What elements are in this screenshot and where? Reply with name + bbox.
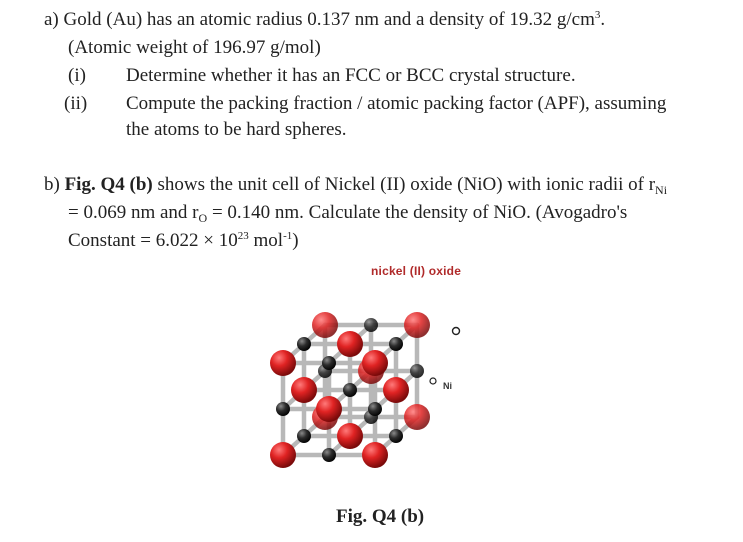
oxygen-atom: [404, 312, 430, 338]
part-a-text: Gold (Au) has an atomic radius 0.137 nm and a density of 19.32 g/cm: [63, 9, 595, 30]
exponent-minus1: -1: [283, 230, 293, 242]
nickel-atom: [368, 402, 382, 416]
nickel-atom: [389, 429, 403, 443]
oxygen-atom: [270, 442, 296, 468]
nickel-atom: [343, 383, 357, 397]
subscript-o: O: [198, 211, 208, 225]
oxygen-atom: [362, 350, 388, 376]
legend-markers: [430, 328, 460, 392]
part-a-label: a): [44, 9, 59, 30]
nickel-atom: [322, 448, 336, 462]
oxygen-atom: [337, 331, 363, 357]
part-b-text1: shows the unit cell of Nickel (II) oxide (NiO) with ionic radii of r: [157, 174, 656, 195]
nickel-atom: [364, 318, 378, 332]
subscript-ni: Ni: [655, 183, 668, 197]
oxygen-atom: [291, 377, 317, 403]
nickel-atom: [297, 429, 311, 443]
oxygen-atom: [312, 312, 338, 338]
oxygen-legend-marker: [453, 328, 460, 335]
figure-title: nickel (II) oxide: [371, 264, 462, 278]
nickel-atom: [276, 402, 290, 416]
item-i-num: (i): [68, 65, 86, 86]
nickel-legend-label: Ni: [443, 381, 452, 391]
nickel-atom: [410, 364, 424, 378]
closing-paren: ): [292, 230, 299, 251]
item-ii-text2: the atoms to be hard spheres.: [126, 119, 347, 140]
unit-exponent: 3: [594, 9, 601, 21]
oxygen-atom: [316, 396, 342, 422]
oxygen-atom: [404, 404, 430, 430]
figure-caption: Fig. Q4 (b): [336, 506, 425, 527]
exponent-23: 23: [237, 230, 249, 242]
part-a-line2: (Atomic weight of 196.97 g/mol): [68, 37, 321, 58]
nickel-legend-marker: [430, 378, 436, 384]
oxygen-atom: [362, 442, 388, 468]
part-b-text2a: = 0.069 nm and r: [68, 202, 199, 223]
period: .: [600, 9, 606, 30]
nickel-atom: [322, 356, 336, 370]
item-ii-text: Compute the packing fraction / atomic packing factor (APF), assuming: [126, 93, 667, 114]
part-b-text3b: mol: [253, 230, 284, 251]
oxygen-atom: [383, 377, 409, 403]
item-ii-num: (ii): [64, 93, 88, 114]
part-b-text2b: = 0.140 nm. Calculate the density of NiO. (Avogadro's: [211, 202, 628, 223]
oxygen-atom: [270, 350, 296, 376]
nickel-atom: [389, 337, 403, 351]
part-b-text3a: Constant = 6.022 × 10: [68, 230, 238, 251]
oxygen-atom: [337, 423, 363, 449]
item-i-text: Determine whether it has an FCC or BCC crystal structure.: [126, 65, 576, 86]
part-b-label: b): [44, 174, 60, 195]
figure-reference: Fig. Q4 (b): [64, 174, 153, 195]
nickel-atom: [297, 337, 311, 351]
